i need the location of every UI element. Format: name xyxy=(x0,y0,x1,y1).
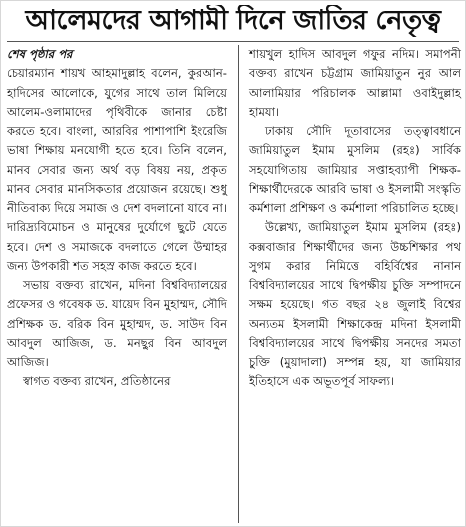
paragraph: সভায় বক্তব্য রাখেন, মদিনা বিশ্ববিদ্যালয়ের প্রফেসর ও গবেষক ড. যায়েদ বিন মুহাম্মদ, সৌদি প্রশিক্ষক ড. বরিক বিন মুহাম্মদ, ড. সাউদ বিন আবদুল আজিজ, ড. মনছুর বিন আবদুল আজিজ। xyxy=(7,278,227,369)
right-column xyxy=(249,45,461,392)
paragraph: স্বাগত বক্তব্য রাখেন, প্রতিষ্ঠানের xyxy=(23,374,171,389)
paragraph: ঢাকায় সৌদি দূতাবাসের তত্ত্বাবধানে জামিয়াতুল ইমাম মুসলিম (রহঃ) সার্বিক সহযোগিতায় জামিয়ার সপ্তাহব্যাপী শিক্ষক-শিক্ষার্থীদেরকে আরবি ভাষা ও ইসলামী সংস্কৃতি কর্মশালা প্রশিক্ষণ ও কর্মশালা পরিচালিত হচ্ছে। xyxy=(249,124,461,215)
left-column xyxy=(7,45,227,392)
jump-label: শেষ পৃষ্ঠার পর xyxy=(7,47,73,61)
paragraph: চেয়ারম্যান শায়খ আহমাদুল্লাহ বলেন, কুরআন-হাদিসের আলোকে, যুগের সাথে তাল মিলিয়ে আলেম-ওলামাদের পৃথিবীকে জানার চেষ্টা করতে হবে। বাংলা, আরবির পাশাপাশি ইংরেজি ভাষা শিক্ষায় মনযোগী হতে হবে। তিনি বলেন, মানব সেবার জন্য অর্থ বড় বিষয় নয়, প্রকৃত মানব সেবার মানসিকতার প্রয়োজন রয়েছে। শুধু নীতিবাক্য দিয়ে সমাজ ও দেশ বদলানো যাবে না। দারিদ্র্যবিমোচন ও মানুষের দুর্যোগে ছুটে যেতে হবে। দেশ ও সমাজকে বদলাতে গেলে উম্মাহর জন্য উপকারী শত সহস্র কাজ করতে হবে। xyxy=(7,66,227,273)
column-divider xyxy=(238,45,239,523)
headline: আলেমদের আগামী দিনে জাতির নেতৃত্ব xyxy=(25,5,441,36)
paragraph: উল্লেখ্য, জামিয়াতুল ইমাম মুসলিম (রহঃ) কক্সবাজার শিক্ষার্থীদের জন্য উচ্চশিক্ষার পথ সুগম করার নিমিত্তে বহির্বিশ্বের নানান বিশ্ববিদ্যালয়ের সাথে দ্বিপক্ষীয় চুক্তি সম্পাদনে সক্ষম হয়েছে। গত বছর ২৪ জুলাই বিশ্বের অন্যতম ইসলামী শিক্ষাকেন্দ্র মদিনা ইসলামী বিশ্ববিদ্যালয়ের সাথে দ্বিপক্ষীয় সনদের সমতা চুক্তি (মুয়াদালা) সম্পন্ন হয়, যা জামিয়ার ইতিহাসে এক অভূতপূর্ব সাফল্য। xyxy=(249,220,461,389)
paragraph: শায়খুল হাদিস আবদুল গফুর নদিম। সমাপনী বক্তব্য রাখেন চট্টগ্রাম জামিয়াতুন নুর আল আলামিয়ার পরিচালক আল্লামা ওবাইদুল্লাহ হামযা। xyxy=(249,47,461,119)
headline-rule xyxy=(7,41,459,42)
